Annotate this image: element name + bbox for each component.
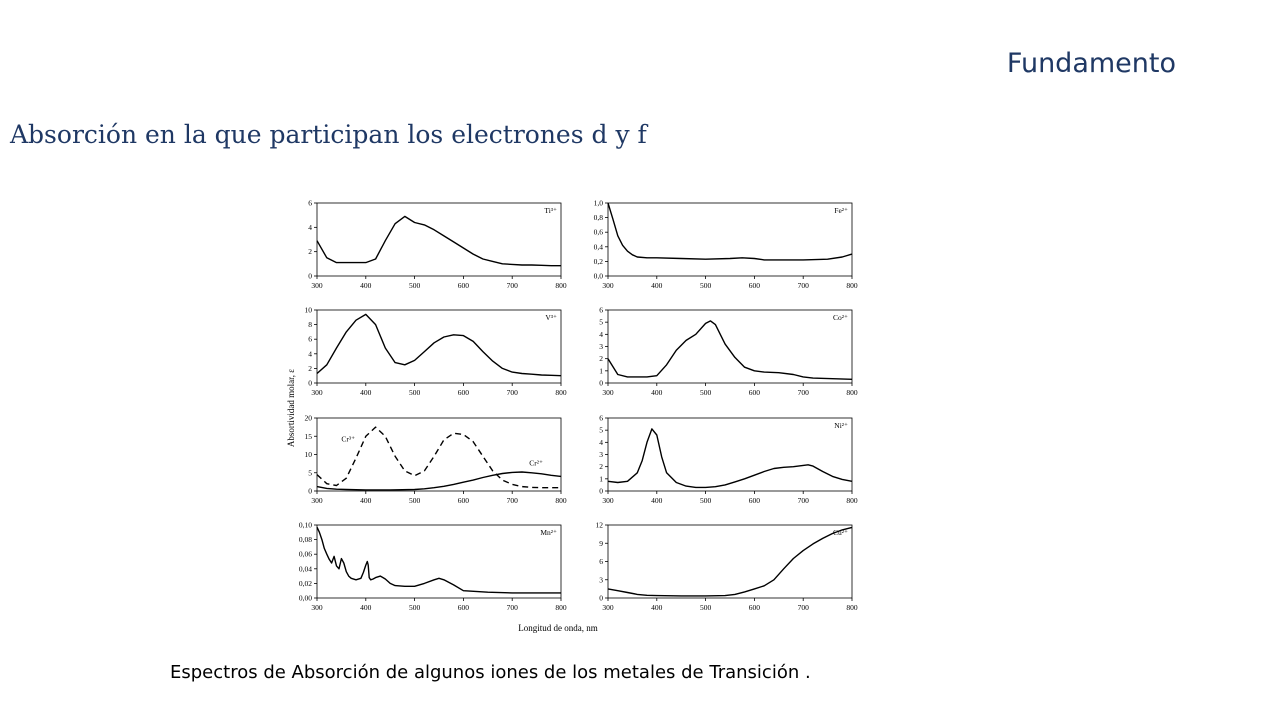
x-tick-label: 700 bbox=[797, 388, 809, 397]
y-tick-label: 0,8 bbox=[593, 213, 603, 223]
x-tick-label: 600 bbox=[748, 281, 761, 290]
ion-label-v: V³⁺ bbox=[545, 313, 557, 322]
y-tick-label: 3 bbox=[599, 450, 603, 459]
x-tick-label: 800 bbox=[555, 388, 567, 397]
x-tick-label: 400 bbox=[360, 388, 372, 397]
panel-mn bbox=[299, 521, 567, 613]
spectra-figure bbox=[275, 188, 875, 643]
panel-frame bbox=[608, 525, 852, 598]
y-tick-label: 2 bbox=[599, 462, 603, 472]
panel-frame bbox=[317, 525, 561, 598]
y-tick-label: 5 bbox=[599, 425, 603, 435]
slide-title: Absorción en la que participan los electrones d y f bbox=[10, 120, 647, 149]
y-tick-label: 20 bbox=[304, 413, 312, 423]
x-tick-label: 400 bbox=[360, 281, 372, 290]
y-tick-label: 8 bbox=[308, 320, 312, 330]
y-tick-label: 0,04 bbox=[298, 564, 312, 574]
x-tick-label: 700 bbox=[506, 388, 518, 397]
y-tick-label: 0 bbox=[308, 378, 312, 388]
spectrum-line-ni bbox=[608, 429, 852, 488]
x-tick-label: 300 bbox=[311, 603, 323, 612]
x-tick-label: 800 bbox=[846, 603, 858, 612]
x-tick-label: 300 bbox=[602, 388, 614, 397]
panel-fe bbox=[594, 199, 858, 291]
x-tick-label: 500 bbox=[699, 388, 712, 397]
y-tick-label: 0,00 bbox=[298, 593, 312, 603]
x-tick-label: 300 bbox=[311, 496, 323, 505]
x-tick-label: 700 bbox=[506, 603, 518, 612]
x-tick-label: 400 bbox=[360, 603, 372, 612]
spectrum-line-fe bbox=[608, 203, 852, 260]
y-tick-label: 10 bbox=[304, 305, 312, 315]
y-tick-label: 1 bbox=[599, 474, 603, 484]
spectrum-line-v bbox=[317, 314, 561, 375]
y-tick-label: 5 bbox=[599, 317, 603, 327]
spectrum-line-co bbox=[608, 321, 852, 379]
y-tick-label: 5 bbox=[308, 468, 312, 478]
spectrum-line-mn bbox=[317, 527, 561, 593]
ion-label-ti: Ti³⁺ bbox=[544, 206, 557, 215]
y-tick-label: 6 bbox=[308, 334, 312, 344]
section-header: Fundamento bbox=[1006, 48, 1176, 79]
y-tick-label: 0,10 bbox=[298, 520, 312, 530]
x-tick-label: 700 bbox=[797, 281, 809, 290]
x-tick-label: 400 bbox=[651, 603, 663, 612]
ion-label-cu: Cu²⁺ bbox=[833, 528, 848, 537]
ion-label-mn: Mn²⁺ bbox=[540, 528, 557, 537]
x-tick-label: 800 bbox=[555, 281, 567, 290]
shared-y-axis-label: Absortividad molar, ε bbox=[286, 368, 296, 448]
x-tick-label: 600 bbox=[748, 603, 761, 612]
y-tick-label: 1 bbox=[599, 366, 603, 376]
panel-frame bbox=[608, 203, 852, 276]
spectra-panels bbox=[299, 199, 858, 613]
x-tick-label: 500 bbox=[699, 496, 712, 505]
x-tick-label: 600 bbox=[457, 496, 470, 505]
x-tick-label: 300 bbox=[602, 281, 614, 290]
y-tick-label: 0 bbox=[599, 486, 603, 496]
x-tick-label: 500 bbox=[408, 388, 421, 397]
x-tick-label: 400 bbox=[651, 496, 663, 505]
y-tick-label: 4 bbox=[308, 349, 312, 359]
x-tick-label: 500 bbox=[699, 603, 712, 612]
spectrum-line-ti bbox=[317, 216, 561, 265]
y-tick-label: 0 bbox=[599, 593, 603, 603]
y-tick-label: 2 bbox=[308, 247, 312, 257]
panel-ti bbox=[308, 199, 567, 291]
y-tick-label: 4 bbox=[599, 437, 603, 447]
panel-frame bbox=[608, 418, 852, 491]
y-tick-label: 6 bbox=[599, 305, 603, 315]
panel-cr bbox=[305, 414, 567, 506]
x-tick-label: 600 bbox=[748, 496, 761, 505]
x-tick-label: 500 bbox=[408, 281, 421, 290]
x-tick-label: 600 bbox=[748, 388, 761, 397]
y-tick-label: 10 bbox=[304, 450, 312, 459]
x-tick-label: 300 bbox=[602, 496, 614, 505]
x-tick-label: 600 bbox=[457, 603, 470, 612]
x-tick-label: 800 bbox=[846, 281, 858, 290]
x-tick-label: 400 bbox=[360, 496, 372, 505]
x-tick-label: 400 bbox=[651, 388, 663, 397]
y-tick-label: 0 bbox=[308, 271, 312, 281]
y-tick-label: 1,0 bbox=[593, 198, 603, 208]
x-tick-label: 700 bbox=[506, 496, 518, 505]
y-tick-label: 4 bbox=[599, 329, 603, 339]
y-tick-label: 4 bbox=[308, 222, 312, 232]
x-tick-label: 800 bbox=[846, 496, 858, 505]
x-tick-label: 300 bbox=[311, 281, 323, 290]
panel-frame bbox=[317, 418, 561, 491]
y-tick-label: 3 bbox=[599, 342, 603, 351]
ion-label-co: Co²⁺ bbox=[833, 313, 848, 322]
y-tick-label: 12 bbox=[595, 520, 603, 530]
x-tick-label: 400 bbox=[651, 281, 663, 290]
shared-x-axis-label: Longitud de onda, nm bbox=[518, 623, 598, 633]
x-tick-label: 700 bbox=[506, 281, 518, 290]
y-tick-label: 0,0 bbox=[593, 271, 603, 281]
panel-frame bbox=[608, 310, 852, 383]
ion-label-ni: Ni²⁺ bbox=[834, 421, 848, 430]
y-tick-label: 0,06 bbox=[298, 549, 312, 559]
y-tick-label: 2 bbox=[599, 354, 603, 364]
x-tick-label: 700 bbox=[797, 603, 809, 612]
y-tick-label: 0,2 bbox=[593, 256, 603, 266]
y-tick-label: 0,08 bbox=[298, 535, 312, 545]
ion-label-fe: Fe²⁺ bbox=[834, 206, 848, 215]
x-tick-label: 300 bbox=[311, 388, 323, 397]
y-tick-label: 0,4 bbox=[593, 242, 603, 252]
y-tick-label: 6 bbox=[599, 413, 603, 423]
y-tick-label: 15 bbox=[304, 431, 312, 441]
x-tick-label: 700 bbox=[797, 496, 809, 505]
y-tick-label: 0 bbox=[308, 486, 312, 496]
y-tick-label: 2 bbox=[308, 363, 312, 373]
spectrum-line-cu bbox=[608, 527, 852, 596]
panel-frame bbox=[317, 310, 561, 383]
panel-co bbox=[599, 306, 858, 398]
panel-v bbox=[305, 306, 567, 398]
x-tick-label: 500 bbox=[408, 496, 421, 505]
y-tick-label: 0,02 bbox=[298, 578, 312, 588]
y-tick-label: 6 bbox=[308, 198, 312, 208]
y-tick-label: 3 bbox=[599, 575, 603, 585]
y-tick-label: 6 bbox=[599, 557, 603, 566]
figure-caption: Espectros de Absorción de algunos iones de los metales de Transición . bbox=[170, 662, 811, 683]
ion-label-cr3: Cr³⁺ bbox=[341, 434, 356, 444]
y-tick-label: 0 bbox=[599, 378, 603, 388]
x-tick-label: 800 bbox=[555, 603, 567, 612]
panel-ni bbox=[599, 414, 858, 506]
y-tick-label: 0,6 bbox=[593, 227, 603, 237]
y-tick-label: 9 bbox=[599, 538, 603, 548]
x-tick-label: 600 bbox=[457, 281, 470, 290]
panel-cu bbox=[596, 521, 858, 613]
x-tick-label: 800 bbox=[846, 388, 858, 397]
x-tick-label: 600 bbox=[457, 388, 470, 397]
x-tick-label: 500 bbox=[408, 603, 421, 612]
ion-label-cr2: Cr²⁺ bbox=[529, 458, 543, 468]
x-tick-label: 300 bbox=[602, 603, 614, 612]
x-tick-label: 800 bbox=[555, 496, 567, 505]
x-tick-label: 500 bbox=[699, 281, 712, 290]
